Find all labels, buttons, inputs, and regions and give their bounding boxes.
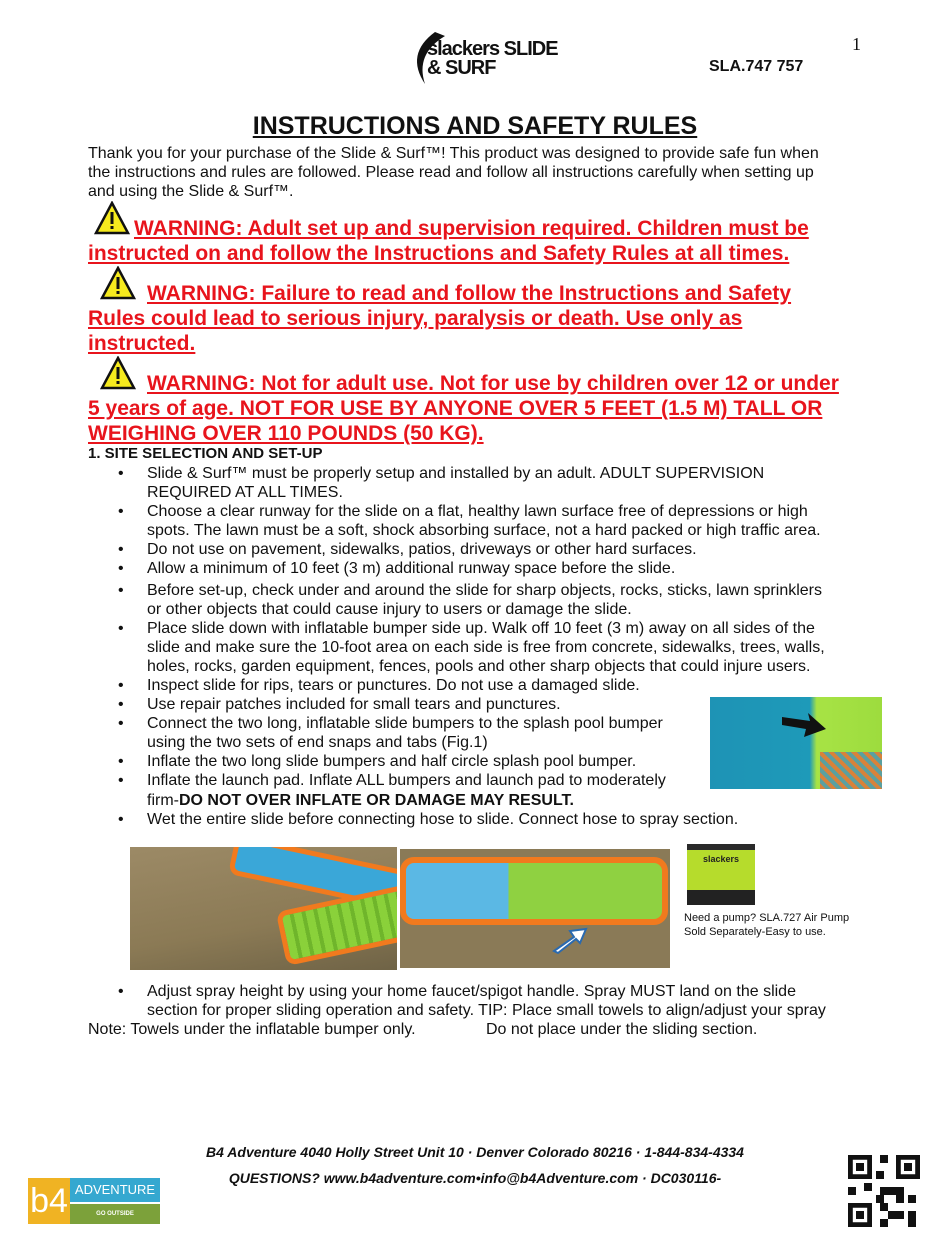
bullet-line: slide and make sure the 10-foot area on each side is free from concrete, sidewalks, trees, walls, <box>147 639 825 656</box>
warning-text: instructed. <box>88 332 196 355</box>
footer-contact: QUESTIONS? www.b4adventure.com•info@b4Adventure.com · DC030116- <box>228 1170 722 1186</box>
bullet-icon: • <box>118 715 124 732</box>
warning-text: WARNING: Failure to read and follow the Instructions and Safety <box>147 282 792 305</box>
warning-text: instructed on and follow the Instructions and Safety Rules at all times. <box>88 242 790 265</box>
bullet-line: Inspect slide for rips, tears or punctures. Do not use a damaged slide. <box>147 677 640 694</box>
bullet-icon: • <box>118 696 124 713</box>
section-heading: 1. SITE SELECTION AND SET-UP <box>88 445 323 462</box>
bullet-icon: • <box>118 582 124 599</box>
bullet-icon: • <box>118 620 124 637</box>
intro-line: the instructions and rules are followed. Please read and follow all instructions carefully when setting up <box>88 164 814 181</box>
bullet-line: section for proper sliding operation and safety. TIP: Place small towels to align/adjust your spray <box>147 1002 826 1019</box>
slackers-logo: slackers SLIDE & SURF <box>405 24 575 92</box>
bullet-icon: • <box>118 811 124 828</box>
bullet-line: Slide & Surf™ must be properly setup and installed by an adult. ADULT SUPERVISION <box>147 465 765 482</box>
note: Note: Towels under the inflatable bumper only. <box>88 1021 416 1038</box>
bullet-line: Place slide down with inflatable bumper side up. Walk off 10 feet (3 m) away on all sides of the <box>147 620 815 637</box>
warning-text: Rules could lead to serious injury, paralysis or death. Use only as <box>88 307 743 330</box>
bullet-line: Inflate the launch pad. Inflate ALL bumpers and launch pad to moderately <box>147 772 666 789</box>
bullet-icon: • <box>118 465 124 482</box>
bullet-line: REQUIRED AT ALL TIMES. <box>147 484 343 501</box>
page-number: 1 <box>852 34 861 54</box>
warning-text: WEIGHING OVER 110 POUNDS (50 KG). <box>88 422 484 445</box>
warning-icon <box>100 266 136 300</box>
intro-line: and using the Slide & Surf™. <box>88 183 294 200</box>
bullet-line: Wet the entire slide before connecting hose to slide. Connect hose to spray section. <box>147 811 739 828</box>
air-pump-photo: slackers <box>687 844 755 905</box>
slide-photo-1 <box>130 847 397 970</box>
bullet-line: using the two sets of end snaps and tabs (Fig.1) <box>147 734 488 751</box>
note: Do not place under the sliding section. <box>486 1021 758 1038</box>
bullet-line: holes, rocks, garden equipment, fences, pools and other sharp objects that could injure users. <box>147 658 811 675</box>
warning-icon <box>94 201 130 235</box>
warning-icon <box>100 356 136 390</box>
bullet-line: Inflate the two long slide bumpers and half circle splash pool bumper. <box>147 753 637 770</box>
warning-text: 5 years of age. NOT FOR USE BY ANYONE OVER 5 FEET (1.5 M) TALL OR <box>88 397 823 420</box>
bullet-line: spots. The lawn must be a soft, shock absorbing surface, not a hard packed or high traffic area. <box>147 522 821 539</box>
page-title: INSTRUCTIONS AND SAFETY RULES <box>252 112 698 140</box>
firm-prefix: firm- <box>147 792 179 809</box>
intro-line: Thank you for your purchase of the Slide & Surf™! This product was designed to provide safe fun when <box>88 145 819 162</box>
bullet-icon: • <box>118 677 124 694</box>
arrow-icon <box>550 925 590 955</box>
bullet-line: Connect the two long, inflatable slide bumpers to the splash pool bumper <box>147 715 663 732</box>
fig1-photo <box>710 697 882 789</box>
bullet-line: Use repair patches included for small tears and punctures. <box>147 696 561 713</box>
model-number: SLA.747 757 <box>709 58 804 75</box>
bullet-icon: • <box>118 753 124 770</box>
bullet-line: Before set-up, check under and around the slide for sharp objects, rocks, sticks, lawn sprinklers <box>147 582 822 599</box>
bullet-icon: • <box>118 541 124 558</box>
arrow-icon <box>780 709 830 739</box>
bullet-line: Choose a clear runway for the slide on a flat, healthy lawn surface free of depressions or high <box>147 503 808 520</box>
warning-text: WARNING: Adult set up and supervision required. Children must be <box>134 217 809 240</box>
footer-address: B4 Adventure 4040 Holly Street Unit 10 · Denver Colorado 80216 · 1-844-834-4334 <box>206 1144 744 1160</box>
bullet-line: Do not use on pavement, sidewalks, patios, driveways or other hard surfaces. <box>147 541 697 558</box>
pump-caption: Need a pump? SLA.727 Air Pump <box>684 912 850 924</box>
bullet-line: or other objects that could cause injury to users or damage the slide. <box>147 601 632 618</box>
slide-photo-2 <box>400 849 670 968</box>
qr-code <box>848 1155 920 1227</box>
bullet-line <box>147 791 574 810</box>
bullet-line: Allow a minimum of 10 feet (3 m) additional runway space before the slide. <box>147 560 676 577</box>
bullet-icon: • <box>118 560 124 577</box>
bullet-icon: • <box>118 503 124 520</box>
bullet-line: Adjust spray height by using your home faucet/spigot handle. Spray MUST land on the slide <box>147 983 796 1000</box>
b4-adventure-logo: b4 ADVENTURE GO OUTSIDE <box>28 1178 160 1224</box>
pump-caption: Sold Separately-Easy to use. <box>684 926 826 938</box>
firm-warning: DO NOT OVER INFLATE OR DAMAGE MAY RESULT. <box>178 792 574 809</box>
bullet-icon: • <box>118 983 124 1000</box>
warning-text: WARNING: Not for adult use. Not for use by children over 12 or under <box>147 372 839 395</box>
bullet-icon: • <box>118 772 124 789</box>
